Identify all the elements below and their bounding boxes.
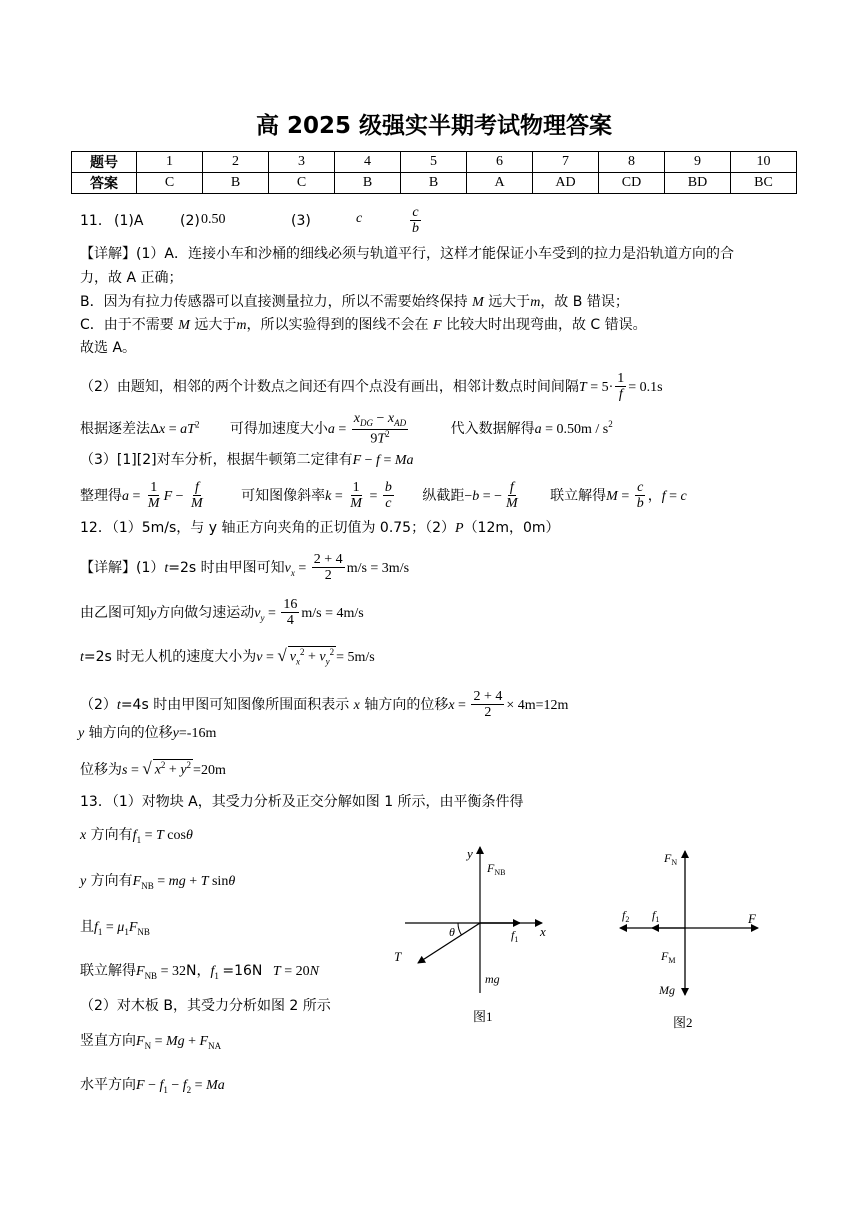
answer-cell: B [203,173,269,194]
figure-1-x-label: x [540,924,546,939]
question-cell: 6 [467,152,533,173]
figure-1-f1-label: $f_1$ [511,928,519,944]
q11-choose: 故选 A。 [80,340,137,356]
figure-1-fnb-label: $F_{NB}$ [487,861,506,877]
q11-answer-3-label: (3) [291,213,311,229]
figure-2-fn-label: $F_N$ [664,851,678,867]
q11-detail-b: B．因为有拉力传感器可以直接测量拉力，所以不需要始终保持 M 远大于m，故 B 错误； [80,294,629,310]
answer-cell: B [401,173,467,194]
q13-line-friction: 且$f_1 = \mu_1F_{NB}$ [80,919,150,937]
q11-detail-line-2: 力，故 A 正确； [80,270,183,286]
page-title: 高 2025 级强实半期考试物理答案 [255,113,613,139]
figure-2-f1-label: $f_1$ [652,908,660,924]
question-cell: 8 [599,152,665,173]
question-cell: 9 [665,152,731,173]
q12-detail-3: t=2s 时无人机的速度大小为v = √ $v_x^2 + v_y^2 = 5m/s$ [80,646,375,667]
q11-part3-text: （3）[1][2]对车分析，根据牛顿第二定律有F − f = Ma [80,452,414,468]
answer-cell: BD [665,173,731,194]
q12-answer: 12．（1）5m/s，与 y 轴正方向夹角的正切值为 0.75；（2）P（12m，0m） [80,520,560,536]
q11-answer-3-fraction: $\frac{c}{b}$ [412,205,419,237]
q13-line-result: 联立解得$F_{NB} = 32N$，$f_1 =16N$ T = 20N [80,963,319,981]
question-cell: 4 [335,152,401,173]
figure-1-t-label: T [394,949,402,964]
figure-2-f-label: F [748,911,756,926]
q13-head: 13．（1）对物块 A，其受力分析及正交分解如图 1 所示，由平衡条件得 [80,794,524,810]
answer-cell: CD [599,173,665,194]
answer-cell: BC [731,173,797,194]
q13-line-x: x 方向有$f_1 = T$ cosθ [80,827,193,845]
figure-2-fm-label: $F_M$ [661,949,676,965]
q13-line-vertical: 竖直方向$F_N = Mg + F_{NA}$ [80,1033,222,1051]
figure-1-theta-label: θ [449,925,455,939]
answer-table-question-row [72,152,797,173]
q11-detail-line-1: 【详解】(1）A．连接小车和沙桶的细线必须与轨道平行，这样才能保证小车受到的拉力是沿轨道方向的合 [80,246,734,262]
figure-1 [390,835,570,1035]
answer-cell: AD [533,173,599,194]
figure-1-y-label: y [467,846,473,861]
q11-part2-text: （2）由题知，相邻的两个计数点之间还有四个点没有画出，相邻计数点时间间隔T = 5· $\frac{1}{f}$ = 0.1s [80,371,663,403]
q12-detail-1: 【详解】(1）t=2s 时由甲图可知$v_x$ = $\frac{2 + 4}{2}$ m/s = 3m/s [80,552,410,584]
q11-answer-2-value: 0.50 [201,212,226,227]
question-cell: 2 [203,152,269,173]
figure-2-f2-label: $f_2$ [622,908,630,924]
question-cell: 10 [731,152,797,173]
figure-2 [612,843,772,1043]
question-cell: 3 [269,152,335,173]
q12-detail-4: （2）t=4s 时由甲图可知图像所围面积表示 x 轴方向的位移x = $\frac{2 + 4}{2}$ × 4m=12m [80,689,569,721]
q11-answer-3-c: c [356,211,363,226]
figure-1-mg-label: mg [485,972,500,986]
answer-table [71,151,797,194]
figure-2-mg-label: Mg [659,983,675,997]
answer-cell: A [467,173,533,194]
question-cell: 7 [533,152,599,173]
answer-cell: C [137,173,203,194]
answer-cell: C [269,173,335,194]
q13-part2-head: （2）对木板 B，其受力分析如图 2 所示 [80,998,331,1014]
q11-detail-c: C．由于不需要 M 远大于m，所以实验得到的图线不会在 F 比较大时出现弯曲，故 C 错误。 [80,317,647,333]
q12-detail-6: 位移为s = √ $x^2 + y^2 =20m$ [80,759,226,778]
answer-cell: B [335,173,401,194]
answer-table-answer-row [72,173,797,194]
q11-answer-2-label: (2) [180,213,200,229]
question-cell: 5 [401,152,467,173]
figure-1-caption: 图1 [473,1009,493,1024]
question-cell: 1 [137,152,203,173]
q13-line-horizontal: 水平方向$F - f_1 - f_2 = Ma$ [80,1077,225,1095]
figure-1-angle-arc [458,923,462,935]
figure-2-caption: 图2 [673,1015,693,1030]
q12-detail-2: 由乙图可知y方向做匀速运动$v_y$ = $\frac{16}{4}$ m/s = 4m/s [80,597,364,629]
answer-header-cell: 答案 [72,173,137,194]
q13-line-y: y 方向有$F_{NB}$ = mg + T sinθ [80,873,236,891]
q11-number: 11． [80,213,112,229]
q12-detail-5: y 轴方向的位移y=-16m [78,725,217,741]
q11-part2-formula: 根据逐差法$\Delta x = aT^2$ 可得加速度大小a = $\frac{x_{DG} - x_{AD}}{9T^2}$ 代入数据解得$a = 0.50m / s^2$ [80,411,613,447]
q11-answer-1: (1)A [114,213,144,229]
question-header-cell: 题号 [72,152,137,173]
q11-part3-formulas: 整理得a = $\frac{1}{M}$ F − $\frac{f}{M}$ 可知图像斜率k = $\frac{1}{M}$ = $\frac{b}{c}$ 纵截距−b = − $\frac{f}{M}$ 联立解得M = $\frac{c}{b}$ ，f = c [80,480,687,512]
